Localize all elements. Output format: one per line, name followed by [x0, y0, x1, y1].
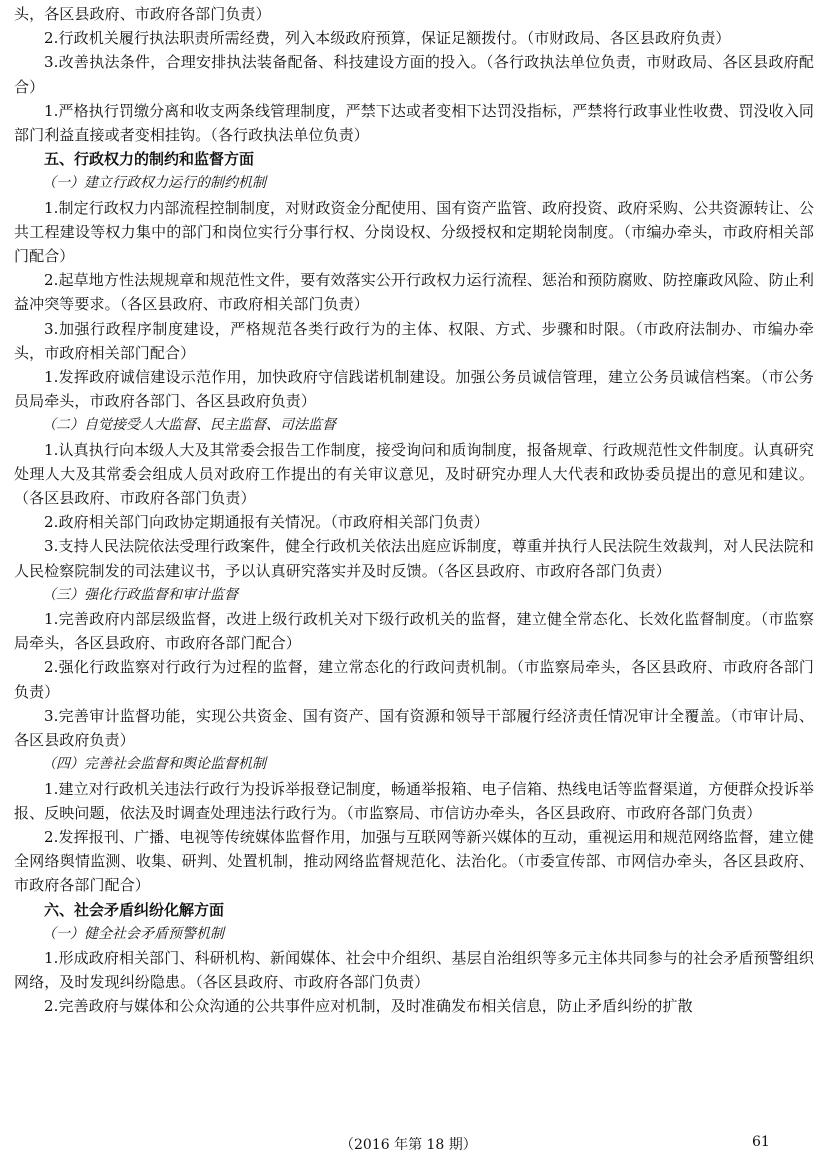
body-paragraph: 2.强化行政监察对行政行为过程的监督，建立常态化的行政问责机制。（市监察局牵头，各区县政府、市政府各部门负责） [14, 658, 814, 701]
body-paragraph: 2.行政机关履行执法职责所需经费，列入本级政府预算，保证足额拨付。（市财政局、各区县政府负责） [44, 29, 731, 48]
page-footer [0, 1134, 827, 1158]
body-paragraph: 1.发挥政府诚信建设示范作用，加快政府守信践诺机制建设。加强公务员诚信管理，建立公务员诚信档案。（市公务员局牵头，市政府各部门、各区县政府负责） [14, 368, 814, 411]
body-paragraph: 1.完善政府内部层级监督，改进上级行政机关对下级行政机关的监督，建立健全常态化、长效化监督制度。（市监察局牵头，各区县政府、市政府各部门配合） [14, 610, 814, 653]
subsection-heading: （一）建立行政权力运行的制约机制 [42, 175, 266, 192]
body-paragraph: 2.完善政府与媒体和公众沟通的公共事件应对机制，及时准确发布相关信息，防止矛盾纠纷的扩散 [44, 997, 693, 1016]
subsection-heading: （四）完善社会监督和舆论监督机制 [42, 756, 266, 773]
section-heading: 六、社会矛盾纠纷化解方面 [44, 900, 225, 919]
body-paragraph: 头，各区县政府、市政府各部门负责） [14, 5, 271, 23]
section-heading: 五、行政权力的制约和监督方面 [44, 150, 255, 169]
body-paragraph: 2.发挥报刊、广播、电视等传统媒体监督作用，加强与互联网等新兴媒体的互动，重视运用和规范网络监督，建立健全网络舆情监测、收集、研判、处置机制，推动网络监督规范化、法治化。（市委宣传部、市网信办牵头，各区县政府、市政府各部门配合） [14, 827, 814, 895]
body-paragraph: 3.改善执法条件，合理安排执法装备配备、科技建设方面的投入。（各行政执法单位负责，市财政局、各区县政府配合） [14, 53, 814, 96]
body-paragraph: 3.支持人民法院依法受理行政案件，健全行政机关依法出庭应诉制度，尊重并执行人民法院生效裁判，对人民法院和人民检察院制发的司法建议书，予以认真研究落实并及时反馈。（各区县政府、市政府各部门负责） [14, 537, 814, 580]
body-paragraph: 3.完善审计监督功能，实现公共资金、国有资产、国有资源和领导干部履行经济责任情况审计全覆盖。（市审计局、各区县政府负责） [14, 706, 814, 750]
body-paragraph: 1.认真执行向本级人大及其常委会报告工作制度，接受询问和质询制度，报备规章、行政规范性文件制度。认真研究处理人大及其常委会组成人员对政府工作提出的有关审议意见，及时研究办理人大代表和政协委员提出的意见和建议。（各区县政府、市政府各部门负责） [14, 440, 814, 508]
body-paragraph: 2.起草地方性法规规章和规范性文件，要有效落实公开行政权力运行流程、惩治和预防腐败、防控廉政风险、防止利益冲突等要求。（各区县政府、市政府相关部门负责） [14, 271, 814, 314]
body-paragraph: 1.建立对行政机关违法行政行为投诉举报登记制度，畅通举报箱、电子信箱、热线电话等监督渠道，方便群众投诉举报、反映问题，依法及时调查处理违法行政行为。（市监察局、市信访办牵头，各区县政府、市政府各部门负责） [14, 779, 814, 822]
subsection-heading: （一）健全社会矛盾预警机制 [42, 925, 224, 942]
subsection-heading: （二）自觉接受人大监督、民主监督、司法监督 [42, 417, 336, 434]
body-paragraph: 1.严格执行罚缴分离和收支两条线管理制度，严禁下达或者变相下达罚没指标，严禁将行政事业性收费、罚没收入同部门利益直接或者变相挂钩。（各行政执法单位负责） [14, 101, 814, 145]
subsection-heading: （三）强化行政监督和审计监督 [42, 586, 238, 603]
issue-label: （2016 年第 18 期） [340, 1137, 477, 1153]
document-body [14, 2, 814, 1019]
body-paragraph: 2.政府相关部门向政协定期通报有关情况。（市政府相关部门负责） [44, 513, 489, 532]
body-paragraph: 1.制定行政权力内部流程控制制度，对财政资金分配使用、国有资产监管、政府投资、政府采购、公共资源转让、公共工程建设等权力集中的部门和岗位实行分事行权、分岗设权、分级授权和定期轮岗制度。（市编办牵头，市政府相关部门配合） [14, 198, 814, 266]
body-paragraph: 3.加强行政程序制度建设，严格规范各类行政行为的主体、权限、方式、步骤和时限。（市政府法制办、市编办牵头，市政府相关部门配合） [14, 319, 814, 362]
page-number: 61 [752, 1134, 770, 1150]
body-paragraph: 1.形成政府相关部门、科研机构、新闻媒体、社会中介组织、基层自治组织等多元主体共同参与的社会矛盾预警组织网络，及时发现纠纷隐患。（各区县政府、市政府各部门负责） [14, 948, 814, 992]
